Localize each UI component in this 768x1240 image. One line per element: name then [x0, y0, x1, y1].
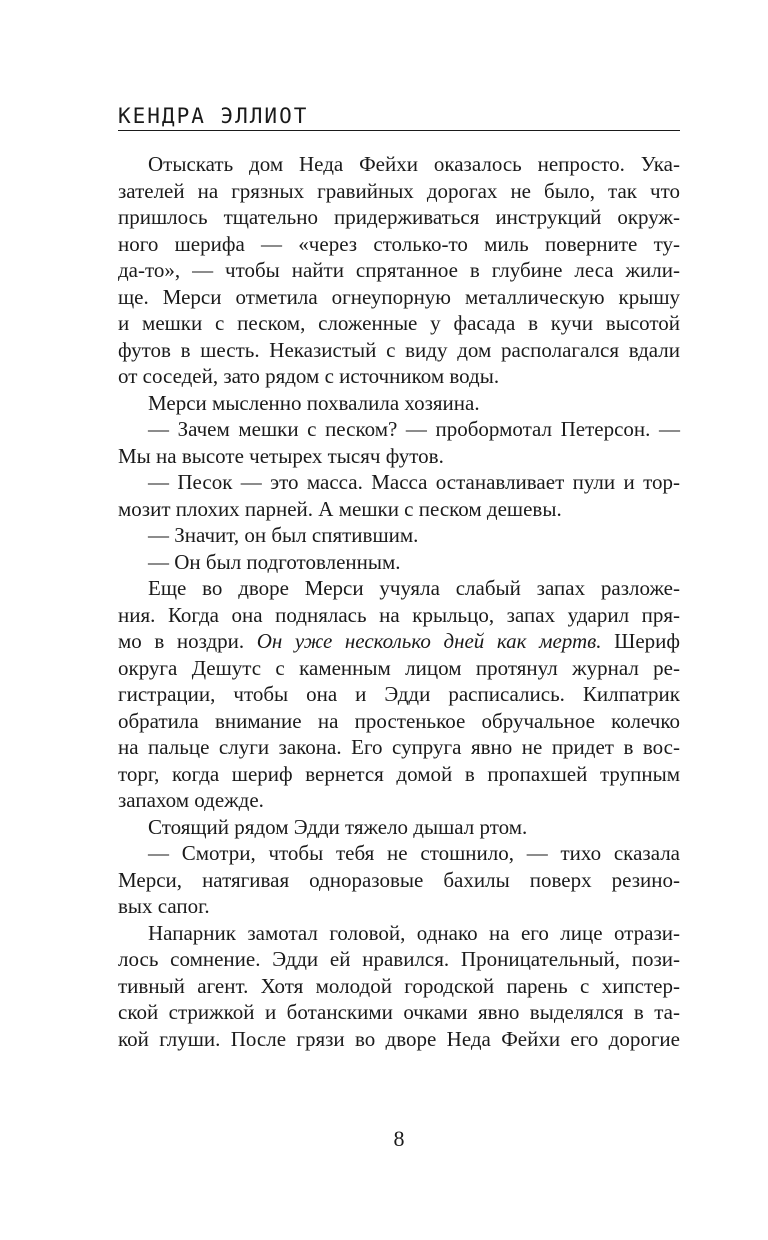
text-line: на пальце слуги закона. Его супруга явно не придет в вос-: [118, 735, 680, 759]
text-line: и мешки с песком, сложенные у фасада в кучи высотой: [118, 311, 680, 335]
text-line: ской стрижкой и ботанскими очками явно выделялся в та-: [118, 1000, 680, 1024]
text-line: кой глуши. После грязи во дворе Неда Фейхи его дорогие: [118, 1026, 680, 1051]
text-line: мозит плохих парней. А мешки с песком дешевы.: [118, 496, 562, 521]
text-line: от соседей, зато рядом с источником воды.: [118, 364, 500, 388]
text-line: Мы на высоте четырех тысяч футов.: [118, 443, 444, 468]
text-line: — Зачем мешки с песком? — пробормотал Петерсон. —: [148, 417, 680, 441]
text-line: Стоящий рядом Эдди тяжело дышал ртом.: [148, 814, 528, 839]
italic-thought: Он уже несколько дней как мертв.: [256, 629, 602, 653]
text-line: торг, когда шериф вернется домой в пропахшей трупным: [118, 761, 680, 786]
text-line: Мерси, натягивая одноразовые бахилы поверх резино-: [118, 867, 680, 892]
text-line: ще. Мерси отметила огнеупорную металлическую крышу: [118, 284, 680, 309]
text-line: Напарник замотал головой, однако на его лице отрази-: [148, 920, 680, 945]
text-line: Отыскать дом Неда Фейхи оказалось непросто. Ука-: [148, 152, 680, 176]
body-text: [118, 151, 680, 1052]
text-line: вых сапог.: [118, 894, 210, 918]
text-line: запахом одежде.: [118, 788, 264, 812]
text-run: Шериф: [601, 629, 680, 653]
text-line: — Он был подготовленным.: [148, 549, 401, 574]
text-line-with-italic: [118, 628, 680, 655]
text-line: тивный агент. Хотя молодой городской парень с хипстер-: [118, 973, 680, 998]
text-line: округа Дешутс с каменным лицом протянул журнал ре-: [118, 655, 680, 680]
text-line: Мерси мысленно похвалила хозяина.: [148, 390, 480, 415]
text-line: лось сомнение. Эдди ей нравился. Проницательный, пози-: [118, 947, 680, 971]
text-line: футов в шесть. Неказистый с виду дом располагался вдали: [118, 337, 680, 362]
text-line: — Песок — это масса. Масса останавливает пули и тор-: [148, 470, 680, 494]
text-line: — Значит, он был спятившим.: [148, 523, 419, 547]
text-line: пришлось тщательно придерживаться инструкций окруж-: [118, 205, 680, 229]
text-line: ного шерифа — «через столько-то миль поверните ту-: [118, 231, 680, 256]
page-number: 8: [393, 1126, 405, 1151]
text-line: Еще во дворе Мерси учуяла слабый запах разложе-: [148, 576, 680, 600]
text-line: зателей на грязных гравийных дорогах не было, так что: [118, 178, 680, 203]
text-line: обратила внимание на простенькое обручальное колечко: [118, 708, 680, 733]
header-rule: [118, 130, 680, 131]
text-line: гистрации, чтобы она и Эдди расписались. Килпатрик: [118, 682, 680, 706]
running-head-title: КЕНДРА ЭЛЛИОТ: [118, 104, 309, 128]
text-line: да-то», — чтобы найти спрятанное в глубине леса жили-: [118, 258, 680, 282]
text-line: ния. Когда она поднялась на крыльцо, запах ударил пря-: [118, 602, 680, 627]
text-line: — Смотри, чтобы тебя не стошнило, — тихо сказала: [148, 841, 680, 865]
text-run: мо в ноздри.: [118, 629, 257, 653]
